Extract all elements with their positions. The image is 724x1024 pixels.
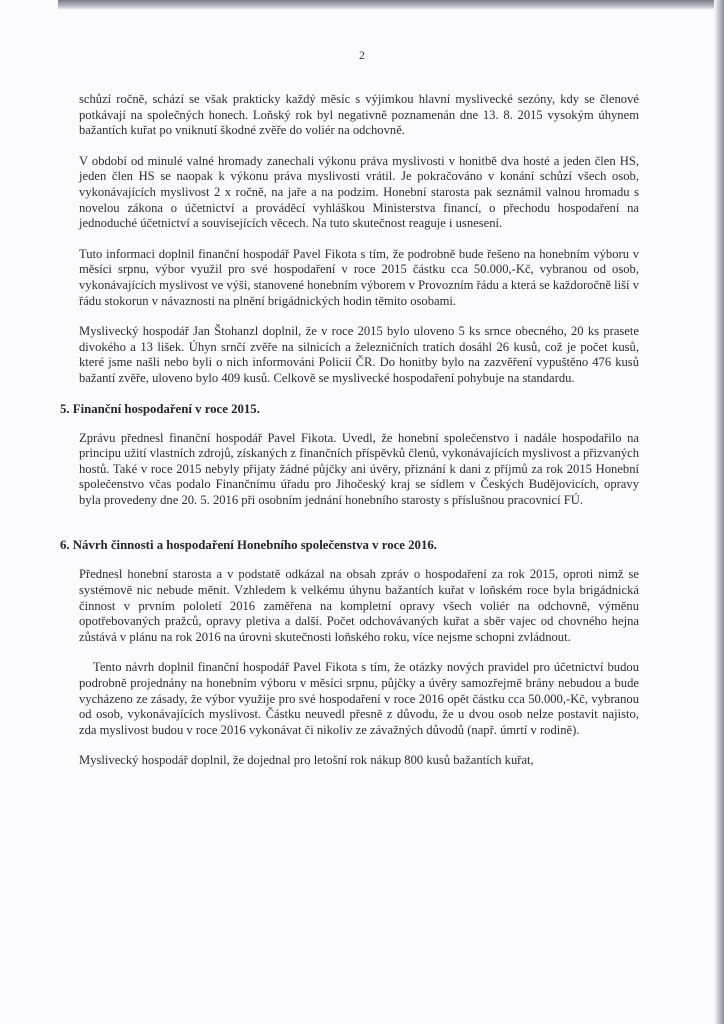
document-body: [60, 92, 639, 784]
paragraph-meetings: schůzí ročně, schází se však prakticky každý měsíc s výjimkou hlavní myslivecké sezóny, kdy se členové potkávají na společných honech. Loňský rok byl negativně poznamenán dne 13. 8. 2015 vysokým úhynem bažantích kuřat po vniknutí škodné zvěře do voliér na odchovně.: [79, 92, 639, 138]
paragraph-finance-info: Tuto informaci doplnil finanční hospodář Pavel Fikota s tím, že podrobně bude řešeno na honebním výboru v měsíci srpnu, výbor využil pro své hospodaření v roce 2015 částku cca 50.000,-Kč, vybranou od osob, vykonávajících myslivost ve výši, stanovené honebním výborem v Provozním řádu a která se každoročně liší v řádu stokorun v návaznosti na plnění brigádnických hodin těmito osobami.: [79, 246, 639, 308]
section-6-paragraph-3: Myslivecký hospodář doplnil, že dojednal pro letošní rok nákup 800 kusů bažantích kuřat,: [79, 753, 534, 768]
paragraph-hunting-report: Myslivecký hospodář Jan Štohanzl doplnil, že v roce 2015 bylo uloveno 5 ks srnce obecného, 20 ks prasete divokého a 13 lišek. Úhyn srnčí zvěře na silnicích a železničních tratích dosáhl 26 kusů, což je počet kusů, které jsme našli nebo byli o nich informováni Policií ČR. Do honitby bylo na zazvěření vypuštěno 476 kusů bažantí zvěře, uloveno bylo 409 kusů. Celkově se myslivecké hospodaření pohybuje na standardu.: [79, 324, 639, 385]
section-5-text: Zprávu přednesl finanční hospodář Pavel Fikota. Uvedl, že honební společenstvo i nadále hospodařilo na principu užití vlastních zdrojů, získaných z finančních příspěvků členů, vykonávajících myslivost a přizvaných hostů. Také v roce 2015 nebyly přijaty žádné půjčky ani úvěry, přiznání k dani z příjmů za rok 2015 Honební společenstvo včas podalo Finančnímu úřadu pro Jihočeský kraj se sídlem v Českých Budějovicích, opravy byla provedeny dne 20. 5. 2016 při osobním jednání honebního starosty s příslušnou pracovnicí FÚ.: [79, 430, 639, 507]
page-number: 2: [359, 48, 365, 62]
paragraph-membership: V období od minulé valné hromady zanechali výkonu práva myslivosti v honitbě dva hosté a jeden člen HS, jeden člen HS se naopak k výkonu práva myslivosti vrátil. Je pokračováno v konání schůzí všech osob, vykonávajících myslivost 2 x ročně, na jaře a na podzim. Honební starosta pak seznámil valnou hromadu s novelou zákona o účetnictví a prováděcí vyhláškou Ministerstva financí, o přechodu hospodaření na jednoduché účetnictví a souvisejících věcech. Na tuto skutečnost reaguje i usnesení.: [79, 153, 639, 231]
section-6-paragraph-1: Přednesl honební starosta a v podstatě odkázal na obsah zpráv o hospodaření za rok 2015, oproti nimž se systémově nic nebude měnit. Vzhledem k velkému úhynu bažantích kuřat v loňském roce byla brigádnická činnost v prvním pololetí 2016 zaměřena na kompletní opravy všech voliér na odchovně, výměnu opotřebovaných pražců, opravy pletiva a další. Počet odchovávaných kuřat a sběr vajec od chovného hejna zůstává v plánu na rok 2016 na úrovni skutečnosti loňského roku, více nejsme schopni zvládnout.: [79, 567, 639, 644]
scan-edge-right: [714, 0, 724, 1024]
section-5-heading: 5. Finanční hospodaření v roce 2015.: [60, 401, 260, 416]
scan-edge-top: [58, 0, 714, 10]
section-6-heading: 6. Návrh činnosti a hospodaření Honebního společenstva v roce 2016.: [60, 538, 437, 553]
section-6-paragraph-2: Tento návrh doplnil finanční hospodář Pavel Fikota s tím, že otázky nových pravidel pro účetnictví budou podrobně projednány na honebním výboru v měsíci srpnu, půjčky a úvěry samozřejmě brány nebudou a bude vycházeno ze zásady, že výbor využije pro své hospodaření v roce 2016 opět částku cca 50.000,-Kč, vybranou od osob, vykonávajících myslivost. Částku neuvedl přesně z důvodu, že u dvou osob nelze postavit najisto, zda myslivost budou v roce 2016 vykonávat či nikoliv ze závažných důvodů (např. úmrtí v rodině).: [79, 660, 639, 737]
